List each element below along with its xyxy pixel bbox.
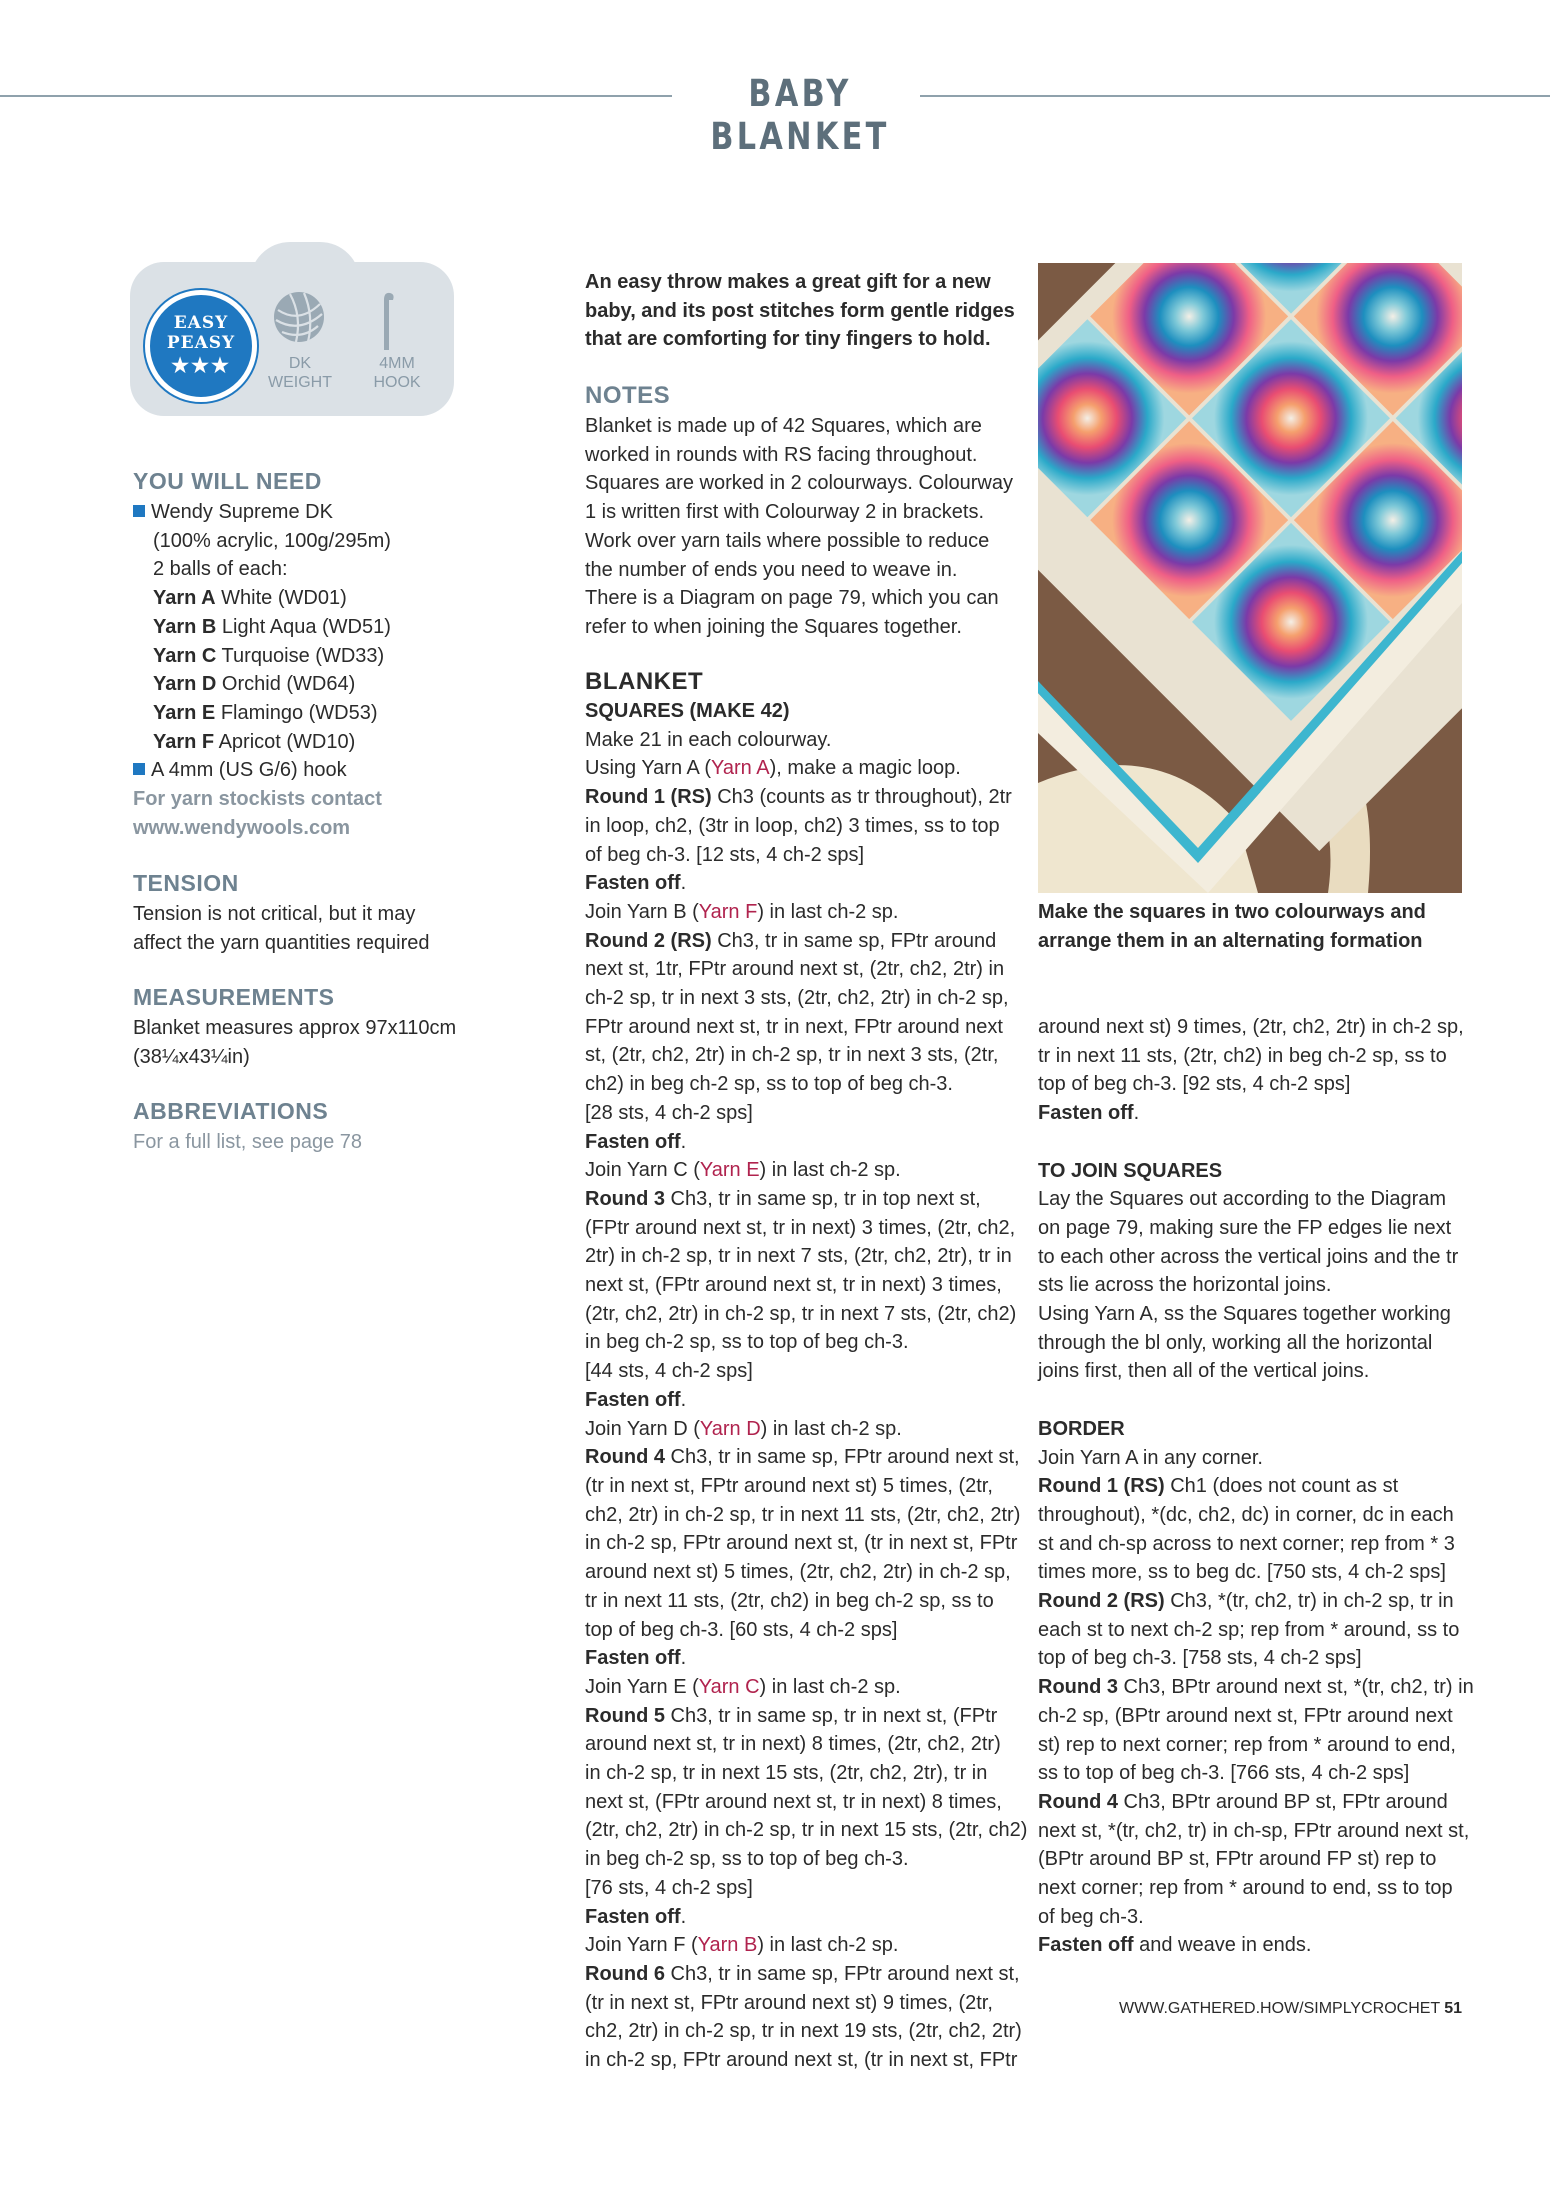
join-squares-heading: TO JOIN SQUARES: [1038, 1159, 1223, 1182]
yarn-ball-icon: [272, 290, 326, 344]
crochet-hook-icon: [374, 290, 400, 352]
weight-label-1: DK: [288, 355, 312, 372]
yarn-quantity: 2 balls of each:: [153, 558, 288, 581]
page-title: BABY BLANKET: [710, 72, 890, 158]
border-heading: BORDER: [1038, 1417, 1125, 1440]
border-round-2: Round 2 (RS) Ch3, *(tr, ch2, tr) in ch-2 sp, tr in: [1038, 1590, 1454, 1613]
abbreviations-heading: ABBREVIATIONS: [133, 1098, 329, 1124]
hook-item: A 4mm (US G/6) hook: [151, 759, 347, 782]
you-will-need-heading: YOU WILL NEED: [133, 468, 322, 494]
hook-label-2: HOOK: [373, 374, 421, 391]
measurements-text: Blanket measures approx 97x110cm (38¼x43¼in): [133, 1017, 457, 1068]
hook-label-1: 4MM: [379, 355, 415, 372]
abbreviations-text: For a full list, see page 78: [133, 1131, 363, 1153]
page-number: 51: [1444, 2000, 1462, 2017]
difficulty-stars: ★★★: [171, 353, 231, 377]
round-5: Round 5 Ch3, tr in same sp, tr in next st, (FPtr: [585, 1704, 998, 1727]
badge-line-1: EASY: [173, 313, 229, 333]
measurements-heading: MEASUREMENTS: [133, 984, 335, 1010]
yarn-item: Yarn F Apricot (WD10): [153, 730, 356, 753]
notes-text: Blanket is made up of 42 Squares, which are worked in rounds with RS facing throughout. Squares are worked in 2 colourways. Colourway 1 is written first with Colourway 2 in brackets. Work over yarn tails where possible to reduce the number of ends you need to weave in. There is a Diagram on page 79, which you can refer to when joining the Squares together.: [585, 415, 1013, 638]
yarn-item: Yarn C Turquoise (WD33): [153, 644, 385, 667]
yarn-composition: (100% acrylic, 100g/295m): [153, 529, 391, 552]
blanket-photo: [1038, 263, 1462, 893]
blanket-photo-illustration: [1038, 263, 1462, 893]
pattern-continued: around next st) 9 times, (2tr, ch2, 2tr) in ch-2 sp, tr in next 11 sts, (2tr, ch2) in beg ch-2 sp, ss to top of beg ch-3. [92 sts, 4 ch-2 sps] Fasten off. TO JOIN SQUARES Lay the Squares out according to the Diagram on page 79, making sure the FP edges lie next to each other across the vertical joins and the tr sts lie across the horizontal joins. Using Yarn A, ss the Squares together working through the bl only, working all the horizontal joins first, then all of the vertical joins. BORDER Join Yarn A in any corner. Round 1 (RS) Ch1 (does not count as st throughout), *(dc, ch2, dc) in corner, dc in each st and ch-sp across to next corner; rep from * 3 times more, ss to beg dc. [750 sts, 4 ch-2 sps] Round 2 (RS) Ch3, *(tr, ch2, tr) in ch-2 sp, tr in each st to next ch-2 sp; rep from * around, ss to top of beg ch-3. [758 sts, 4 ch-2 sps] Round 3 Ch3, BPtr around next st, *(tr, ch2, tr) in ch-2 sp, (BPtr around next st, FPtr around next st) rep to next corner; rep from * around to end, ss to top of beg ch-3. [766 sts, 4 ch-2 sps] Round 4 Ch3, BPtr around BP st, FPtr around next st, *(tr, ch2, tr) in ch-sp, FPtr around next st, (BPtr around BP st, FPtr around FP st) rep to next corner; rep from * around to end, ss to top of beg ch-3. Fasten off and weave in ends.: [1038, 1013, 1478, 1960]
page-footer: [1119, 2000, 1462, 2018]
materials-list: [133, 498, 553, 842]
header-rule-left: [0, 95, 672, 97]
yarn-item: Yarn D Orchid (WD64): [153, 673, 356, 696]
squares-heading: SQUARES (MAKE 42): [585, 700, 790, 722]
round-4: Round 4 Ch3, tr in same sp, FPtr around next st,: [585, 1446, 1020, 1469]
border-round-3: Round 3 Ch3, BPtr around next st, *(tr, ch2, tr) in: [1038, 1676, 1474, 1699]
header-rule-right: [920, 95, 1550, 97]
final-step: Fasten off and weave in ends.: [1038, 1934, 1312, 1957]
photo-caption: Make the squares in two colourways and arrange them in an alternating formation: [1038, 901, 1426, 952]
tension-heading: TENSION: [133, 870, 239, 896]
tension-text: Tension is not critical, but it may affect the yarn quantities required: [133, 903, 430, 954]
yarn-item: Yarn A White (WD01): [153, 587, 347, 610]
bullet-icon: [133, 505, 145, 517]
notes-heading: NOTES: [585, 382, 671, 409]
yarn-item: Yarn E Flamingo (WD53): [153, 701, 378, 724]
round-1: Round 1 (RS) Ch3 (counts as tr throughout), 2tr: [585, 786, 1012, 809]
bullet-icon: [133, 763, 145, 775]
badge-line-2: PEASY: [166, 333, 236, 353]
yarn-item: Yarn B Light Aqua (WD51): [153, 615, 391, 638]
yarn-brand: Wendy Supreme DK: [151, 501, 333, 523]
weight-label-2: WEIGHT: [268, 374, 332, 391]
hook-size-label: [357, 354, 437, 392]
blanket-heading: BLANKET: [585, 668, 704, 695]
stockists-text: For yarn stockists contact: [133, 788, 382, 811]
border-round-4: Round 4 Ch3, BPtr around BP st, FPtr around: [1038, 1790, 1448, 1813]
intro-text: An easy throw makes a great gift for a new baby, and its post stitches form gentle ridges that are comforting for tiny fingers to hold.: [585, 271, 1015, 351]
stockists-link[interactable]: www.wendywools.com: [133, 816, 351, 839]
pattern-instructions: SQUARES (MAKE 42) Make 21 in each colourway. Using Yarn A (Yarn A), make a magic loop. Round 1 (RS) Ch3 (counts as tr throughout), 2tr in loop, ch2, (3tr in loop, ch2) 3 times, ss to top of beg ch-3. [12 sts, 4 ch-2 sps] Fasten off. Join Yarn B (Yarn F) in last ch-2 sp. Round 2 (RS) Ch3, tr in same sp, FPtr around next st, 1tr, FPtr around next st, (2tr, ch2, 2tr) in ch-2 sp, tr in next 3 sts, (2tr, ch2, 2tr) in ch-2 sp, FPtr around next st, tr in next, FPtr around next st, (2tr, ch2, 2tr) in ch-2 sp, tr in next 3 sts, (2tr, ch2) in beg ch-2 sp, ss to top of beg ch-3. [28 sts, 4 ch-2 sps] Fasten off. Join Yarn C (Yarn E) in last ch-2 sp. Round 3 Ch3, tr in same sp, tr in top next st, (FPtr around next st, tr in next) 3 times, (2tr, ch2, 2tr) in ch-2 sp, tr in next 7 sts, (2tr, ch2, 2tr), tr in next st, (FPtr around next st, tr in next) 3 times, (2tr, ch2, 2tr) in ch-2 sp, tr in next 7 sts, (2tr, ch2) in beg ch-2 sp, ss to top of beg ch-3. [44 sts, 4 ch-2 sps] Fasten off. Join Yarn D (Yarn D) in last ch-2 sp. Round 4 Ch3, tr in same sp, FPtr around next st, (tr in next st, FPtr around next st) 5 times, (2tr, ch2, 2tr) in ch-2 sp, tr in next 11 sts, (2tr, ch2, 2tr) in ch-2 sp, FPtr around next st, (tr in next st, FPtr around next st) 5 times, (2tr, ch2, 2tr) in ch-2 sp, tr in next 11 sts, (2tr, ch2) in beg ch-2 sp, ss to top of beg ch-3. [60 sts, 4 ch-2 sps] Fasten off. Join Yarn E (Yarn C) in last ch-2 sp. Round 5 Ch3, tr in same sp, tr in next st, (FPtr around next st, tr in next) 8 times, (2tr, ch2, 2tr) in ch-2 sp, tr in next 15 sts, (2tr, ch2, 2tr), tr in next st, (FPtr around next st, tr in next) 8 times, (2tr, ch2, 2tr) in ch-2 sp, tr in next 15 sts, (2tr, ch2) in beg ch-2 sp, ss to top of beg ch-3. [76 sts, 4 ch-2 sps] Fasten off. Join Yarn F (Yarn B) in last ch-2 sp. Round 6 Ch3, tr in same sp, FPtr around next st, (tr in next st, FPtr around next st) 9 times, (2tr, ch2, 2tr) in ch-2 sp, tr in next 19 sts, (2tr, ch2, 2tr) in ch-2 sp, FPtr around next st, (tr in next st, FPtr: [585, 697, 1030, 2075]
round-3: Round 3 Ch3, tr in same sp, tr in top next st,: [585, 1187, 981, 1210]
dk-weight-label: [260, 354, 340, 392]
easy-peasy-badge: [145, 290, 257, 402]
border-round-1: Round 1 (RS) Ch1 (does not count as st: [1038, 1475, 1399, 1498]
round-6: Round 6 Ch3, tr in same sp, FPtr around next st,: [585, 1962, 1020, 1985]
magic-loop-step: Using Yarn A (Yarn A), make a magic loop.: [585, 757, 961, 780]
round-2: Round 2 (RS) Ch3, tr in same sp, FPtr around: [585, 929, 997, 952]
footer-url[interactable]: WWW.GATHERED.HOW/SIMPLYCROCHET: [1119, 2000, 1441, 2017]
